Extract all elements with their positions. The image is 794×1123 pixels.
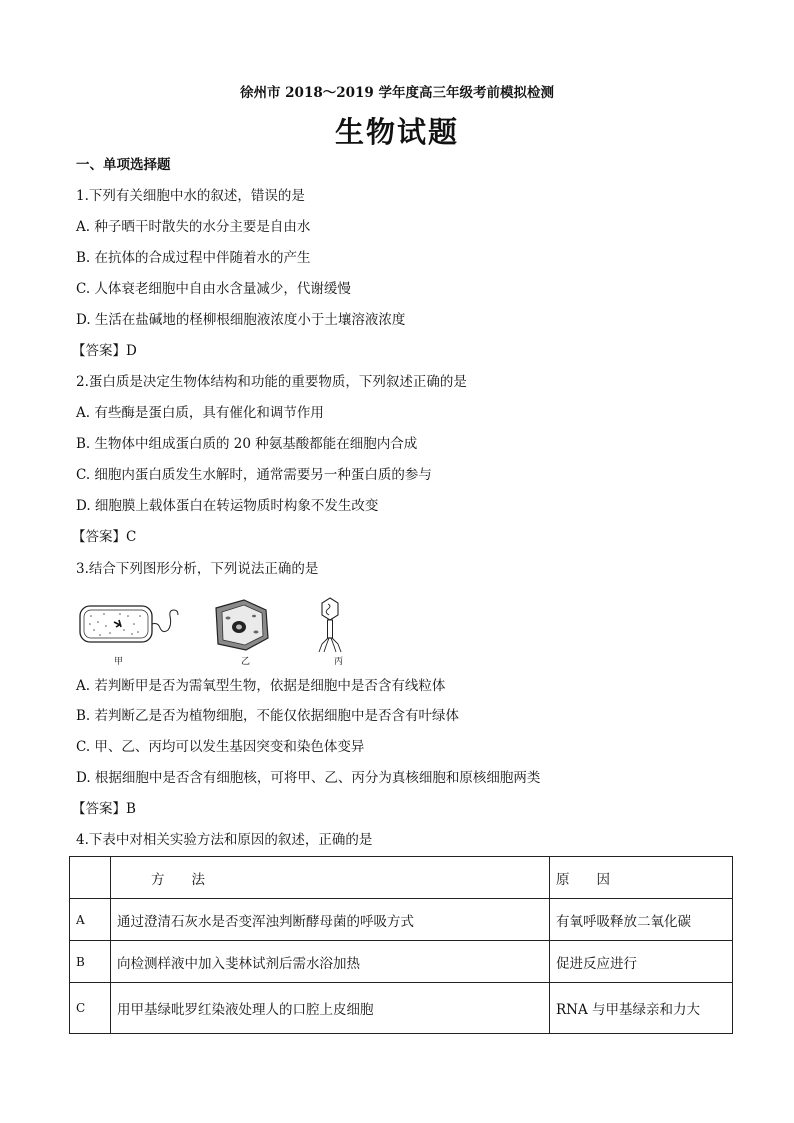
table-cell: B: [70, 941, 111, 983]
exam-subtitle: 徐州市 2018～2019 学年度高三年级考前模拟检测: [239, 85, 555, 101]
plant-cell-figure: [216, 600, 268, 650]
q1-option-c: C. 人体衰老细胞中自由水含量减少，代谢缓慢: [76, 281, 351, 297]
table-cell: 有氧呼吸释放二氧化碳: [550, 899, 733, 941]
q2-stem: 2.蛋白质是决定生物体结构和功能的重要物质，下列叙述正确的是: [76, 374, 467, 390]
fig-label-jia: 甲: [114, 657, 124, 667]
table-header-cell: 原 因: [550, 857, 733, 899]
q4-table: [69, 856, 733, 1034]
table-cell: 向检测样液中加入斐林试剂后需水浴加热: [111, 941, 550, 983]
table-row: [70, 983, 733, 1034]
q3-answer: 【答案】B: [72, 801, 136, 817]
table-cell: 用甲基绿吡罗红染液处理人的口腔上皮细胞: [111, 983, 550, 1034]
table-cell: 通过澄清石灰水是否变浑浊判断酵母菌的呼吸方式: [111, 899, 550, 941]
table-cell: C: [70, 983, 111, 1034]
q1-option-a: A. 种子晒干时散失的水分主要是自由水: [76, 219, 311, 235]
q1-option-d: D. 生活在盐碱地的柽柳根细胞液浓度小于土壤溶液浓度: [76, 312, 406, 328]
q2-option-a: A. 有些酶是蛋白质，具有催化和调节作用: [76, 405, 324, 421]
table-header-row: [70, 857, 733, 899]
section-heading: 一、单项选择题: [76, 157, 171, 173]
exam-title: 生物试题: [334, 115, 459, 149]
phage-figure: [319, 598, 341, 652]
q3-option-b: B. 若判断乙是否为植物细胞，不能仅依据细胞中是否含有叶绿体: [76, 708, 460, 724]
q2-option-d: D. 细胞膜上载体蛋白在转运物质时构象不发生改变: [76, 498, 379, 514]
table-row: [70, 899, 733, 941]
q1-answer: 【答案】D: [72, 343, 137, 359]
fig-label-yi: 乙: [241, 657, 251, 667]
q3-option-d: D. 根据细胞中是否含有细胞核，可将甲、乙、丙分为真核细胞和原核细胞两类: [76, 770, 541, 786]
table-cell: A: [70, 899, 111, 941]
table-header-cell: 方 法: [111, 857, 550, 899]
bacterium-figure: [80, 606, 178, 642]
table-header-cell: [70, 857, 111, 899]
fig-label-bing: 丙: [334, 657, 344, 667]
q3-stem: 3.结合下列图形分析，下列说法正确的是: [76, 561, 319, 577]
q3-option-a: A. 若判断甲是否为需氧型生物，依据是细胞中是否含有线粒体: [76, 678, 446, 694]
table-cell: RNA 与甲基绿亲和力大: [550, 983, 733, 1034]
q2-option-b: B. 生物体中组成蛋白质的 20 种氨基酸都能在细胞内合成: [76, 436, 418, 452]
q2-option-c: C. 细胞内蛋白质发生水解时，通常需要另一种蛋白质的参与: [76, 467, 432, 483]
table-cell: 促进反应进行: [550, 941, 733, 983]
table-row: [70, 941, 733, 983]
q1-option-b: B. 在抗体的合成过程中伴随着水的产生: [76, 250, 311, 266]
q3-option-c: C. 甲、乙、丙均可以发生基因突变和染色体变异: [76, 739, 365, 755]
q4-stem: 4.下表中对相关实验方法和原因的叙述，正确的是: [76, 832, 373, 848]
q2-answer: 【答案】C: [72, 529, 137, 545]
q1-stem: 1.下列有关细胞中水的叙述，错误的是: [76, 188, 305, 204]
